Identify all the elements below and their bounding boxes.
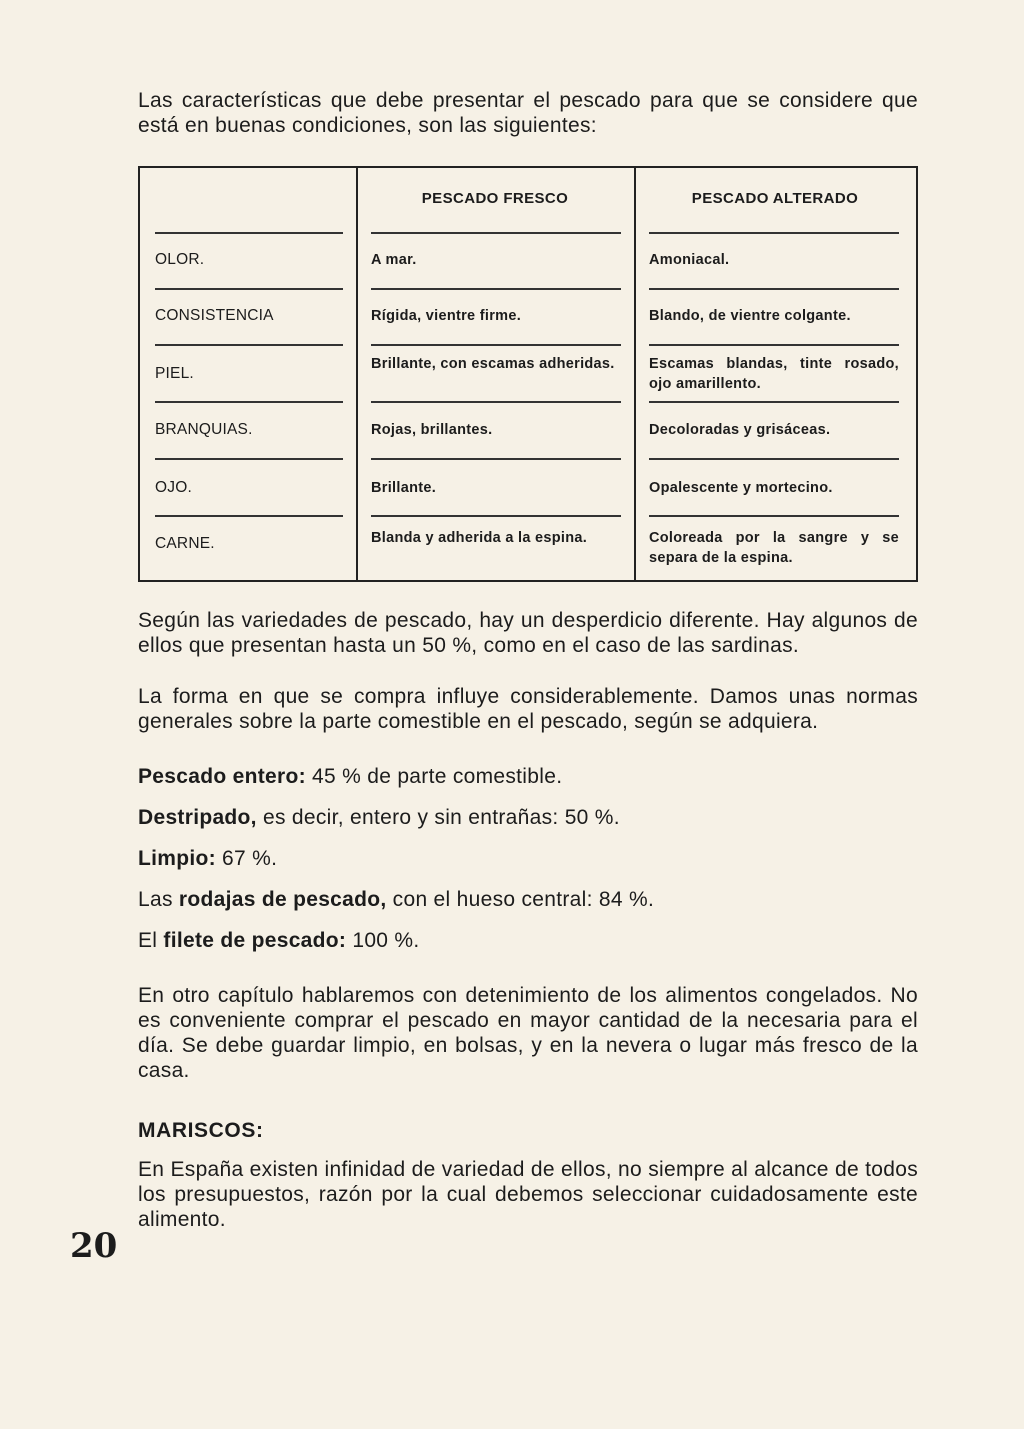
table-rule xyxy=(371,515,621,517)
table-rule xyxy=(155,401,343,403)
row-label: OJO. xyxy=(155,479,192,496)
list-item: Las rodajas de pescado, con el hueso central: 84 %. xyxy=(138,888,655,911)
table-rule xyxy=(371,458,621,460)
paragraph-congelados: En otro capítulo hablaremos con detenimiento de los alimentos congelados. No es conveniente comprar el pescado en mayor cantidad de la necesaria para el día. Se debe guardar limpio, en bolsas, y en la nevera o lugar más fresco de la casa. xyxy=(138,984,918,1082)
table-rule xyxy=(155,288,343,290)
fresco-cell: Rígida, vientre firme. xyxy=(371,308,522,324)
list-item: Destripado, es decir, entero y sin entrañas: 50 %. xyxy=(138,806,620,829)
fish-condition-table xyxy=(138,166,918,582)
row-label: CARNE. xyxy=(155,535,215,552)
fresco-cell: Blanda y adherida a la espina. xyxy=(371,530,588,546)
table-rule xyxy=(155,344,343,346)
alterado-cell: Blando, de vientre colgante. xyxy=(649,308,851,324)
table-divider-2 xyxy=(634,168,636,580)
page-content xyxy=(138,88,918,1232)
table-rule xyxy=(649,344,899,346)
table-rule xyxy=(649,515,899,517)
row-label: PIEL. xyxy=(155,365,194,382)
row-label: CONSISTENCIA xyxy=(155,307,274,324)
row-label: OLOR. xyxy=(155,251,205,268)
table-rule xyxy=(371,232,621,234)
table-rule xyxy=(649,401,899,403)
paragraph-mariscos: En España existen infinidad de variedad de ellos, no siempre al alcance de todos los presupuestos, razón por la cual debemos seleccionar cuidadosamente este alimento. xyxy=(138,1158,918,1231)
table-rule xyxy=(649,458,899,460)
fresco-cell: Brillante, con escamas adheridas. xyxy=(371,356,615,372)
alterado-cell: Opalescente y mortecino. xyxy=(649,480,833,496)
row-label: BRANQUIAS. xyxy=(155,421,253,438)
table-rule xyxy=(155,232,343,234)
alterado-cell: Decoloradas y grisáceas. xyxy=(649,422,831,438)
alterado-cell: Amoniacal. xyxy=(649,252,730,268)
table-border-right xyxy=(916,168,918,580)
paragraph-forma-compra: La forma en que se compra influye considerablemente. Damos unas normas generales sobre la parte comestible en el pescado, según se adquiera. xyxy=(138,685,918,733)
table-rule xyxy=(155,458,343,460)
fresco-cell: Brillante. xyxy=(371,480,437,496)
list-item: Limpio: 67 %. xyxy=(138,847,278,870)
header-pescado-fresco: PESCADO FRESCO xyxy=(421,190,569,207)
list-item: El filete de pescado: 100 %. xyxy=(138,929,420,952)
intro-paragraph: Las características que debe presentar el pescado para que se considere que está en buenas condiciones, son las siguientes: xyxy=(138,89,918,137)
table-rule xyxy=(649,288,899,290)
fresco-cell: A mar. xyxy=(371,252,417,268)
table-border-left xyxy=(138,168,140,580)
table-rule xyxy=(649,232,899,234)
paragraph-desperdicio: Según las variedades de pescado, hay un desperdicio diferente. Hay algunos de ellos que presentan hasta un 50 %, como en el caso de las sardinas. xyxy=(138,609,918,657)
table-rule xyxy=(371,288,621,290)
section-heading-mariscos: MARISCOS: xyxy=(138,1119,264,1142)
fresco-cell: Rojas, brillantes. xyxy=(371,422,493,438)
table-rule xyxy=(371,401,621,403)
header-pescado-alterado: PESCADO ALTERADO xyxy=(691,190,859,207)
edible-portion-list xyxy=(138,764,918,953)
table-divider-1 xyxy=(356,168,358,580)
table-rule xyxy=(155,515,343,517)
alterado-cell: Coloreada por la sangre y se separa de la espina. xyxy=(649,530,899,566)
table-rule xyxy=(371,344,621,346)
alterado-cell: Escamas blandas, tinte rosado, ojo amarillento. xyxy=(649,356,899,392)
page-number: 20 xyxy=(70,1226,118,1266)
list-item: Pescado entero: 45 % de parte comestible. xyxy=(138,765,563,788)
